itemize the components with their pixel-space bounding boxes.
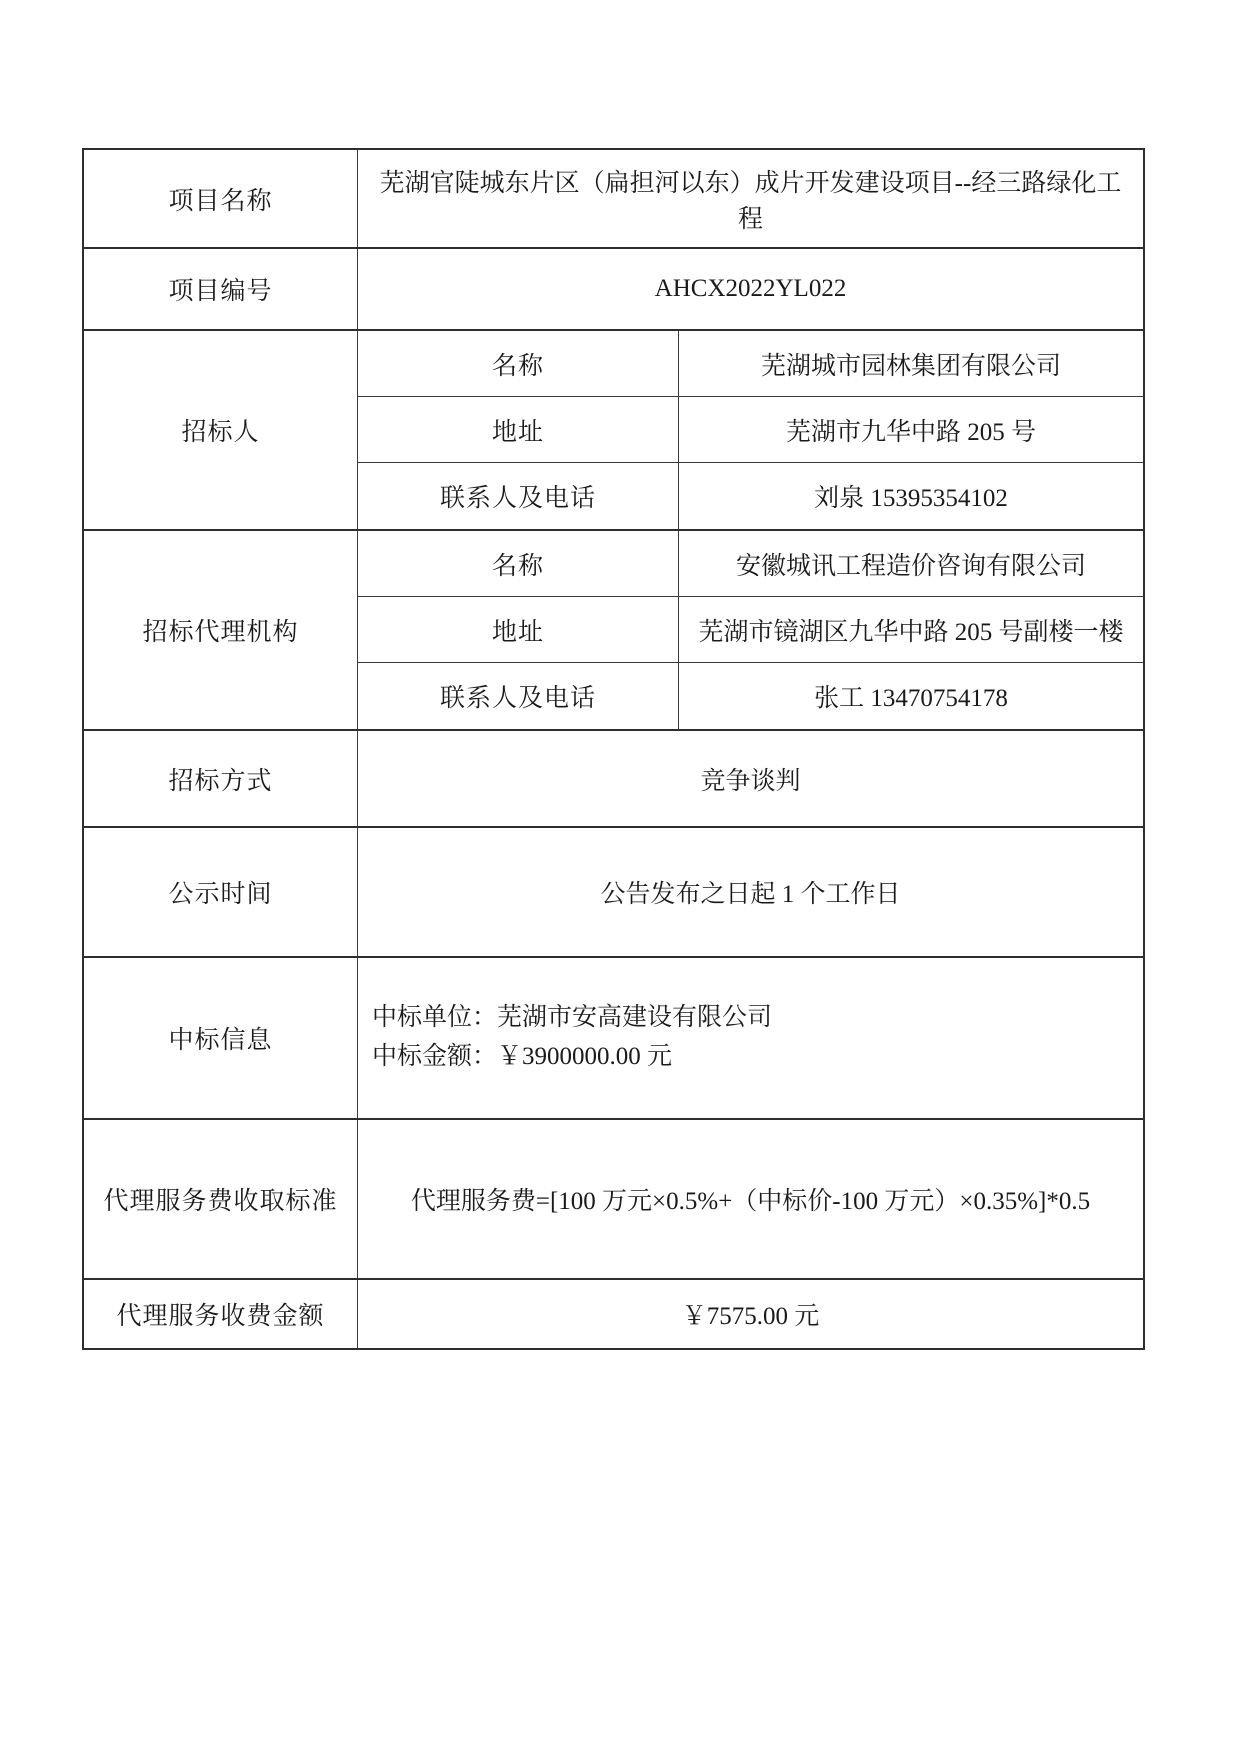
- tenderer-address-label: 地址: [358, 397, 679, 462]
- table-row-award-info: [84, 958, 1143, 1120]
- tenderer-name-value: 芜湖城市园林集团有限公司: [760, 352, 1061, 380]
- table-row-agency: [84, 531, 1143, 731]
- tenderer-contact-value: 刘泉 15395354102: [814, 485, 1008, 512]
- publicity-period-value: 公告发布之日起 1 个工作日: [600, 881, 901, 908]
- tenderer-contact-row: [358, 463, 1143, 529]
- tender-info-table: [82, 148, 1145, 1350]
- agency-name-value: 安徽城讯工程造价咨询有限公司: [735, 552, 1086, 580]
- table-row-tender-method: [84, 731, 1143, 828]
- table-row-project-number: [84, 249, 1143, 331]
- project-number-label: 项目编号: [84, 249, 358, 329]
- agency-address-row: [358, 597, 1143, 663]
- award-info-label: 中标信息: [84, 958, 358, 1118]
- table-row-agency-fee-amount: [84, 1280, 1143, 1348]
- tenderer-address-value: 芜湖市九华中路 205 号: [785, 418, 1036, 446]
- table-row-agency-fee-standard: [84, 1120, 1143, 1280]
- tenderer-name-row: [358, 331, 1143, 397]
- award-winner-line: 中标单位：芜湖市安高建设有限公司: [372, 1004, 773, 1032]
- table-row-project-name: [84, 150, 1143, 249]
- agency-fee-standard-value: 代理服务费=[100 万元×0.5%+（中标价-100 万元）×0.35%]*0.5: [410, 1188, 1091, 1215]
- agency-fee-amount-value: ￥7575.00 元: [681, 1303, 820, 1330]
- tenderer-label: 招标人: [84, 331, 358, 529]
- tenderer-name-label: 名称: [358, 331, 679, 396]
- tenderer-contact-label: 联系人及电话: [358, 463, 679, 529]
- award-amount-line: 中标金额：￥3900000.00 元: [372, 1043, 673, 1070]
- award-info-value: [358, 958, 1143, 1118]
- agency-fee-amount-label: 代理服务收费金额: [84, 1280, 358, 1348]
- publicity-period-label: 公示时间: [84, 828, 358, 956]
- tender-method-value: 竞争谈判: [700, 767, 801, 795]
- project-name-value: 芜湖官陡城东片区（扁担河以东）成片开发建设项目--经三路绿化工程: [379, 169, 1122, 233]
- agency-contact-label: 联系人及电话: [358, 663, 679, 729]
- agency-address-value: 芜湖市镜湖区九华中路 205 号副楼一楼: [698, 618, 1124, 646]
- agency-fee-standard-label: 代理服务费收取标准: [84, 1120, 358, 1278]
- agency-name-row: [358, 531, 1143, 597]
- table-row-publicity-period: [84, 828, 1143, 958]
- agency-label: 招标代理机构: [84, 531, 358, 729]
- table-row-tenderer: [84, 331, 1143, 531]
- project-number-value: AHCX2022YL022: [654, 275, 847, 302]
- tender-method-label: 招标方式: [84, 731, 358, 826]
- project-name-label: 项目名称: [84, 150, 358, 247]
- tenderer-address-row: [358, 397, 1143, 463]
- agency-name-label: 名称: [358, 531, 679, 596]
- agency-contact-value: 张工 13470754178: [814, 685, 1008, 712]
- agency-contact-row: [358, 663, 1143, 729]
- agency-address-label: 地址: [358, 597, 679, 662]
